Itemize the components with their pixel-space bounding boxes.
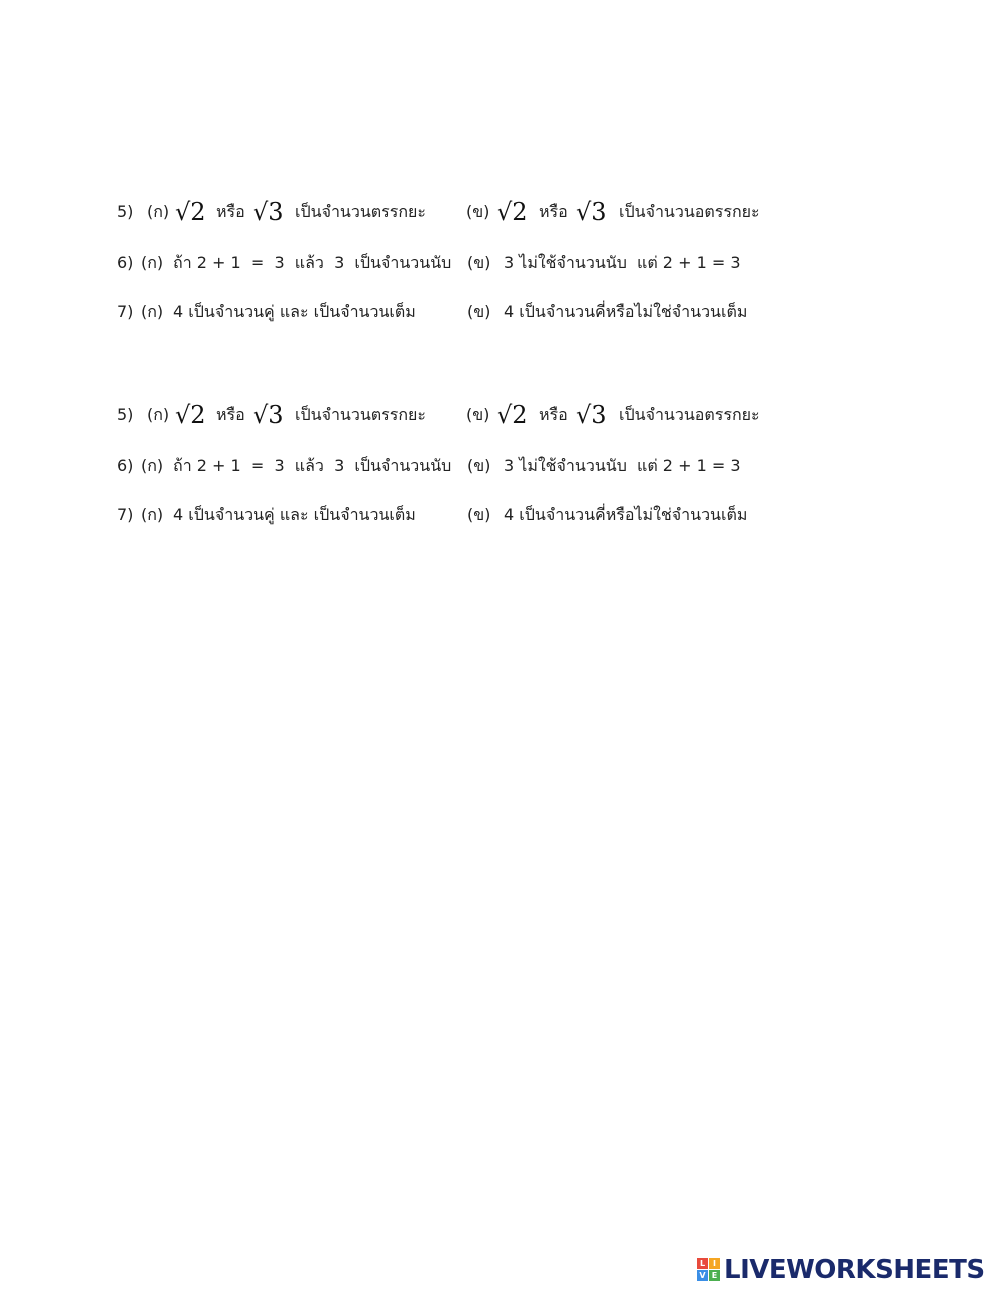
sqrt2-symbol: √2 [175,198,206,226]
logo-mark-icon [697,1258,721,1282]
question-number: 6) [117,253,134,272]
or-word: หรือ [539,202,568,221]
sqrt3-symbol: √3 [253,401,284,429]
option-a-label: (ก) [141,505,164,524]
question-row-5 [0,194,1000,230]
question-number: 5) [117,405,134,424]
option-b-text: 3 ไม่ใช้จำนวนนับ แต่ 2 + 1 = 3 [504,253,741,272]
option-a-text: เป็นจำนวนตรรกยะ [295,202,427,221]
question-number: 7) [117,505,134,524]
logo-box-l: L [697,1258,708,1269]
or-word: หรือ [216,405,245,424]
option-b-text: 3 ไม่ใช้จำนวนนับ แต่ 2 + 1 = 3 [504,456,741,475]
option-b-text: เป็นจำนวนอตรรกยะ [619,202,760,221]
option-a-label: (ก) [141,253,164,272]
sqrt2-symbol: √2 [497,198,528,226]
option-a-text: ถ้า 2 + 1 = 3 แล้ว 3 เป็นจำนวนนับ [173,253,452,272]
option-a-label: (ก) [147,202,170,221]
question-row-7 [0,294,1000,330]
option-b-text: 4 เป็นจำนวนคี่หรือไม่ใช่จำนวนเต็ม [504,505,748,524]
logo-box-i: I [709,1258,720,1269]
option-a-label: (ก) [147,405,170,424]
option-a-label: (ก) [141,456,164,475]
option-a-label: (ก) [141,302,164,321]
option-b-label: (ข) [467,302,491,321]
question-row-5 [0,397,1000,433]
or-word: หรือ [539,405,568,424]
option-a-text: 4 เป็นจำนวนคู่ และ เป็นจำนวนเต็ม [173,505,416,524]
sqrt3-symbol: √3 [576,401,607,429]
sqrt2-symbol: √2 [175,401,206,429]
option-b-text: เป็นจำนวนอตรรกยะ [619,405,760,424]
sqrt3-symbol: √3 [253,198,284,226]
option-b-label: (ข) [466,202,490,221]
option-a-text: เป็นจำนวนตรรกยะ [295,405,427,424]
question-row-7 [0,497,1000,533]
question-number: 7) [117,302,134,321]
sqrt3-symbol: √3 [576,198,607,226]
option-a-text: ถ้า 2 + 1 = 3 แล้ว 3 เป็นจำนวนนับ [173,456,452,475]
option-b-text: 4 เป็นจำนวนคี่หรือไม่ใช่จำนวนเต็ม [504,302,748,321]
question-number: 5) [117,202,134,221]
sqrt2-symbol: √2 [497,401,528,429]
logo-box-v: V [697,1270,708,1281]
logo-box-e: E [709,1270,720,1281]
question-row-6 [0,448,1000,484]
option-b-label: (ข) [467,253,491,272]
option-b-label: (ข) [467,456,491,475]
liveworksheets-logo[interactable] [697,1256,997,1284]
logo-wordmark: LIVEWORKSHEETS [724,1255,985,1285]
or-word: หรือ [216,202,245,221]
question-row-6 [0,245,1000,281]
question-number: 6) [117,456,134,475]
option-b-label: (ข) [467,505,491,524]
option-b-label: (ข) [466,405,490,424]
option-a-text: 4 เป็นจำนวนคู่ และ เป็นจำนวนเต็ม [173,302,416,321]
